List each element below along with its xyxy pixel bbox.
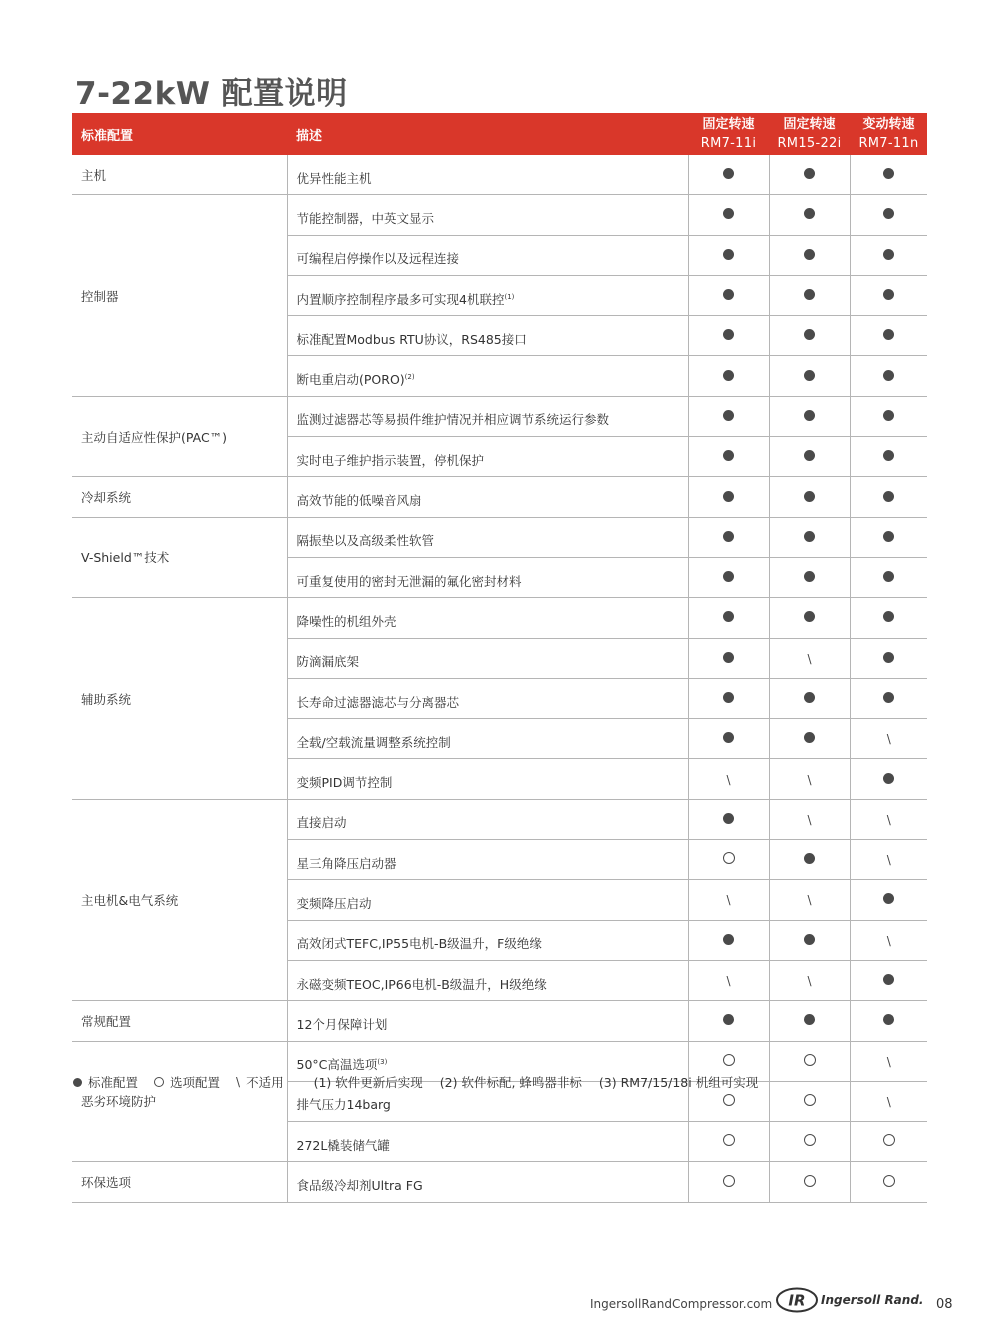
row-description bbox=[287, 1122, 688, 1162]
availability-cell bbox=[769, 799, 850, 839]
legend-na-label: 不适用 bbox=[246, 1075, 284, 1090]
backslash-icon: \ bbox=[807, 772, 812, 787]
open-circle-icon bbox=[723, 1094, 735, 1106]
availability-cell bbox=[769, 356, 850, 396]
filled-circle-icon bbox=[723, 289, 734, 300]
availability-cell bbox=[688, 598, 769, 638]
filled-circle-icon bbox=[883, 692, 894, 703]
description-text: 高效节能的低噪音风扇 bbox=[296, 493, 422, 509]
filled-circle-icon bbox=[883, 571, 894, 582]
filled-circle-icon bbox=[723, 813, 734, 824]
group-label: 主机 bbox=[72, 155, 287, 195]
availability-cell bbox=[688, 880, 769, 920]
row-description bbox=[287, 678, 688, 718]
availability-cell bbox=[688, 396, 769, 436]
filled-circle-icon bbox=[883, 289, 894, 300]
backslash-icon: \ bbox=[726, 772, 731, 787]
description-text: 变频PID调节控制 bbox=[296, 775, 393, 791]
filled-circle-icon bbox=[804, 329, 815, 340]
row-description bbox=[287, 598, 688, 638]
svg-text:IR: IR bbox=[788, 1291, 806, 1310]
filled-circle-icon bbox=[723, 491, 734, 502]
legend-na bbox=[236, 1073, 284, 1091]
filled-circle-icon bbox=[723, 611, 734, 622]
filled-circle-icon bbox=[804, 531, 815, 542]
row-description bbox=[287, 1001, 688, 1041]
table-body bbox=[72, 155, 927, 1202]
backslash-icon: \ bbox=[886, 853, 891, 868]
availability-cell bbox=[688, 1162, 769, 1202]
table-row bbox=[72, 396, 927, 436]
availability-cell bbox=[688, 195, 769, 235]
row-description bbox=[287, 316, 688, 356]
availability-cell bbox=[769, 1001, 850, 1041]
description-text: 可重复使用的密封无泄漏的氟化密封材料 bbox=[296, 573, 522, 589]
availability-cell bbox=[850, 1081, 927, 1121]
description-text: 实时电子维护指示装置，停机保护 bbox=[296, 452, 485, 468]
description-text: 食品级冷却剂Ultra FG bbox=[296, 1178, 423, 1194]
table-row bbox=[72, 517, 927, 557]
group-label: 常规配置 bbox=[72, 1001, 287, 1041]
group-label: 辅助系统 bbox=[72, 598, 287, 799]
availability-cell bbox=[769, 840, 850, 880]
filled-circle-icon bbox=[883, 974, 894, 985]
description-text: 降噪性的机组外壳 bbox=[296, 613, 397, 629]
availability-cell bbox=[688, 316, 769, 356]
filled-circle-icon bbox=[723, 1014, 734, 1025]
availability-cell bbox=[769, 235, 850, 275]
description-text: 排气压力14barg bbox=[296, 1097, 391, 1113]
open-circle-icon bbox=[804, 1134, 816, 1146]
table-row bbox=[72, 1162, 927, 1202]
group-label: 环保选项 bbox=[72, 1162, 287, 1202]
description-text: 节能控制器，中英文显示 bbox=[296, 210, 435, 226]
row-description bbox=[287, 155, 688, 195]
open-circle-icon bbox=[723, 852, 735, 864]
availability-cell bbox=[769, 638, 850, 678]
open-circle-icon bbox=[804, 1094, 816, 1106]
legend-optional-label: 选项配置 bbox=[170, 1075, 221, 1090]
filled-circle-icon bbox=[883, 652, 894, 663]
availability-cell bbox=[688, 920, 769, 960]
header-model-3 bbox=[850, 113, 927, 155]
row-description bbox=[287, 799, 688, 839]
table-row bbox=[72, 1001, 927, 1041]
filled-circle-icon bbox=[804, 450, 815, 461]
availability-cell bbox=[769, 1041, 850, 1081]
group-label: V-Shield™技术 bbox=[72, 517, 287, 598]
availability-cell bbox=[688, 678, 769, 718]
model-name: RM7-11n bbox=[858, 136, 919, 151]
availability-cell bbox=[769, 759, 850, 799]
availability-cell bbox=[688, 1122, 769, 1162]
table-header-row bbox=[72, 113, 927, 155]
header-model-2 bbox=[769, 113, 850, 155]
availability-cell bbox=[688, 356, 769, 396]
availability-cell bbox=[850, 920, 927, 960]
row-description bbox=[287, 195, 688, 235]
availability-cell bbox=[769, 1122, 850, 1162]
backslash-icon: \ bbox=[236, 1075, 241, 1089]
filled-circle-icon bbox=[883, 410, 894, 421]
availability-cell bbox=[688, 155, 769, 195]
row-description bbox=[287, 517, 688, 557]
filled-circle-icon bbox=[723, 531, 734, 542]
availability-cell bbox=[769, 678, 850, 718]
table-row bbox=[72, 477, 927, 517]
page-title: 7-22kW 配置说明 bbox=[75, 76, 348, 112]
backslash-icon: \ bbox=[807, 893, 812, 908]
open-circle-icon bbox=[723, 1175, 735, 1187]
header-group: 标准配置 bbox=[72, 113, 287, 155]
filled-circle-icon bbox=[883, 1014, 894, 1025]
table-row bbox=[72, 598, 927, 638]
filled-circle-icon bbox=[883, 491, 894, 502]
description-text: 长寿命过滤器滤芯与分离器芯 bbox=[296, 694, 460, 710]
open-circle-icon bbox=[883, 1175, 895, 1187]
availability-cell bbox=[688, 557, 769, 597]
availability-cell bbox=[850, 678, 927, 718]
availability-cell bbox=[769, 316, 850, 356]
row-description bbox=[287, 356, 688, 396]
filled-circle-icon bbox=[804, 370, 815, 381]
backslash-icon: \ bbox=[886, 1054, 891, 1069]
availability-cell bbox=[850, 195, 927, 235]
table-row bbox=[72, 799, 927, 839]
availability-cell bbox=[769, 477, 850, 517]
group-label: 冷却系统 bbox=[72, 477, 287, 517]
availability-cell bbox=[688, 638, 769, 678]
availability-cell bbox=[850, 638, 927, 678]
availability-cell bbox=[688, 517, 769, 557]
description-text: 优异性能主机 bbox=[296, 170, 372, 186]
row-description bbox=[287, 557, 688, 597]
page-number: 08 bbox=[936, 1297, 953, 1312]
open-circle-icon bbox=[723, 1134, 735, 1146]
filled-circle-icon bbox=[723, 249, 734, 260]
table-row bbox=[72, 155, 927, 195]
filled-circle-icon bbox=[723, 168, 734, 179]
legend bbox=[73, 1073, 775, 1091]
open-circle-icon bbox=[723, 1054, 735, 1066]
backslash-icon: \ bbox=[886, 1094, 891, 1109]
description-text: 监测过滤器芯等易损件维护情况并相应调节系统运行参数 bbox=[296, 412, 610, 428]
availability-cell bbox=[769, 1162, 850, 1202]
description-text: 永磁变频TEOC,IP66电机-B级温升，H级绝缘 bbox=[296, 976, 547, 992]
availability-cell bbox=[850, 840, 927, 880]
row-description bbox=[287, 275, 688, 315]
filled-circle-icon bbox=[804, 611, 815, 622]
availability-cell bbox=[850, 759, 927, 799]
footnote-marker: (3) bbox=[377, 1058, 388, 1067]
availability-cell bbox=[688, 960, 769, 1000]
availability-cell bbox=[769, 1081, 850, 1121]
availability-cell bbox=[688, 799, 769, 839]
legend-note-3: (3) RM7/15/18i 机组可实现 bbox=[598, 1075, 759, 1090]
header-model-1 bbox=[688, 113, 769, 155]
description-text: 272L橇装储气罐 bbox=[296, 1137, 390, 1153]
legend-standard bbox=[73, 1073, 138, 1091]
availability-cell bbox=[850, 1041, 927, 1081]
availability-cell bbox=[850, 316, 927, 356]
description-text: 内置顺序控制程序最多可实现4机联控 bbox=[296, 291, 505, 307]
model-name: RM7-11i bbox=[700, 136, 757, 151]
availability-cell bbox=[850, 880, 927, 920]
availability-cell bbox=[850, 155, 927, 195]
availability-cell bbox=[850, 275, 927, 315]
availability-cell bbox=[850, 477, 927, 517]
filled-circle-icon bbox=[883, 893, 894, 904]
backslash-icon: \ bbox=[886, 732, 891, 747]
configuration-table bbox=[72, 113, 927, 1203]
row-description bbox=[287, 840, 688, 880]
legend-note-1: (1) 软件更新后实现 bbox=[313, 1075, 423, 1090]
filled-circle-icon bbox=[883, 329, 894, 340]
availability-cell bbox=[688, 477, 769, 517]
availability-cell bbox=[769, 155, 850, 195]
filled-circle-icon bbox=[804, 934, 815, 945]
description-text: 全载/空载流量调整系统控制 bbox=[296, 734, 451, 750]
filled-circle-icon bbox=[723, 208, 734, 219]
row-description bbox=[287, 396, 688, 436]
filled-circle-icon bbox=[804, 168, 815, 179]
legend-note-2: (2) 软件标配, 蜂鸣器非标 bbox=[439, 1075, 582, 1090]
legend-standard-label: 标准配置 bbox=[88, 1075, 139, 1090]
open-circle-icon bbox=[804, 1175, 816, 1187]
filled-circle-icon bbox=[804, 208, 815, 219]
filled-circle-icon bbox=[883, 208, 894, 219]
availability-cell bbox=[850, 960, 927, 1000]
description-text: 高效闭式TEFC,IP55电机-B级温升，F级绝缘 bbox=[296, 936, 542, 952]
header-desc: 描述 bbox=[287, 113, 688, 155]
description-text: 50°C高温选项 bbox=[296, 1057, 378, 1073]
filled-circle-icon bbox=[723, 732, 734, 743]
availability-cell bbox=[688, 275, 769, 315]
filled-circle-icon bbox=[723, 692, 734, 703]
row-description bbox=[287, 437, 688, 477]
availability-cell bbox=[850, 396, 927, 436]
availability-cell bbox=[850, 517, 927, 557]
filled-circle-icon bbox=[804, 410, 815, 421]
backslash-icon: \ bbox=[807, 974, 812, 989]
description-text: 隔振垫以及高级柔性软管 bbox=[296, 533, 435, 549]
filled-circle-icon bbox=[883, 168, 894, 179]
description-text: 断电重启动(PORO) bbox=[296, 372, 405, 388]
row-description bbox=[287, 880, 688, 920]
filled-circle-icon bbox=[804, 571, 815, 582]
filled-circle-icon bbox=[723, 450, 734, 461]
filled-circle-icon bbox=[723, 329, 734, 340]
row-description bbox=[287, 477, 688, 517]
row-description bbox=[287, 638, 688, 678]
filled-circle-icon bbox=[883, 611, 894, 622]
availability-cell bbox=[769, 557, 850, 597]
filled-circle-icon bbox=[73, 1078, 82, 1087]
row-description bbox=[287, 1162, 688, 1202]
availability-cell bbox=[850, 719, 927, 759]
availability-cell bbox=[850, 437, 927, 477]
availability-cell bbox=[688, 437, 769, 477]
availability-cell bbox=[769, 195, 850, 235]
filled-circle-icon bbox=[804, 1014, 815, 1025]
open-circle-icon bbox=[804, 1054, 816, 1066]
filled-circle-icon bbox=[804, 692, 815, 703]
model-name: RM15-22i bbox=[777, 136, 842, 151]
description-text: 可编程启停操作以及远程连接 bbox=[296, 251, 460, 267]
group-label: 主电机&电气系统 bbox=[72, 799, 287, 1000]
filled-circle-icon bbox=[883, 773, 894, 784]
description-text: 直接启动 bbox=[296, 815, 347, 831]
filled-circle-icon bbox=[723, 652, 734, 663]
backslash-icon: \ bbox=[807, 812, 812, 827]
footer-url[interactable]: IngersollRandCompressor.com bbox=[590, 1297, 773, 1311]
open-circle-icon bbox=[883, 1134, 895, 1146]
availability-cell bbox=[688, 1001, 769, 1041]
filled-circle-icon bbox=[883, 531, 894, 542]
model-type: 变动转速 bbox=[862, 117, 915, 132]
availability-cell bbox=[769, 396, 850, 436]
filled-circle-icon bbox=[883, 370, 894, 381]
filled-circle-icon bbox=[804, 249, 815, 260]
row-description bbox=[287, 960, 688, 1000]
row-description bbox=[287, 920, 688, 960]
model-type: 固定转速 bbox=[702, 117, 755, 132]
logo-text: Ingersoll Rand. bbox=[821, 1293, 924, 1307]
legend-optional bbox=[154, 1073, 220, 1091]
availability-cell bbox=[850, 1162, 927, 1202]
footnote-marker: (2) bbox=[404, 372, 415, 381]
filled-circle-icon bbox=[804, 491, 815, 502]
availability-cell bbox=[688, 759, 769, 799]
description-text: 12个月保障计划 bbox=[296, 1016, 388, 1032]
filled-circle-icon bbox=[723, 410, 734, 421]
table-row bbox=[72, 195, 927, 235]
filled-circle-icon bbox=[804, 289, 815, 300]
ir-logo-icon bbox=[776, 1287, 818, 1313]
company-logo bbox=[776, 1287, 923, 1313]
group-label: 主动自适应性保护(PAC™) bbox=[72, 396, 287, 477]
filled-circle-icon bbox=[723, 934, 734, 945]
filled-circle-icon bbox=[723, 571, 734, 582]
row-description bbox=[287, 719, 688, 759]
availability-cell bbox=[850, 799, 927, 839]
description-text: 变频降压启动 bbox=[296, 895, 372, 911]
availability-cell bbox=[850, 356, 927, 396]
availability-cell bbox=[769, 719, 850, 759]
footnote-marker: (1) bbox=[504, 292, 515, 301]
availability-cell bbox=[688, 840, 769, 880]
availability-cell bbox=[769, 960, 850, 1000]
backslash-icon: \ bbox=[726, 893, 731, 908]
filled-circle-icon bbox=[723, 370, 734, 381]
availability-cell bbox=[769, 598, 850, 638]
availability-cell bbox=[769, 880, 850, 920]
backslash-icon: \ bbox=[807, 651, 812, 666]
backslash-icon: \ bbox=[886, 933, 891, 948]
model-type: 固定转速 bbox=[783, 117, 836, 132]
filled-circle-icon bbox=[804, 732, 815, 743]
open-circle-icon bbox=[154, 1077, 164, 1087]
row-description bbox=[287, 759, 688, 799]
backslash-icon: \ bbox=[886, 812, 891, 827]
availability-cell bbox=[850, 1001, 927, 1041]
availability-cell bbox=[850, 598, 927, 638]
backslash-icon: \ bbox=[726, 974, 731, 989]
availability-cell bbox=[688, 235, 769, 275]
availability-cell bbox=[769, 920, 850, 960]
availability-cell bbox=[850, 1122, 927, 1162]
filled-circle-icon bbox=[883, 249, 894, 260]
row-description bbox=[287, 235, 688, 275]
availability-cell bbox=[850, 235, 927, 275]
availability-cell bbox=[850, 557, 927, 597]
group-label: 恶劣环境防护 bbox=[72, 1041, 287, 1162]
description-text: 标准配置Modbus RTU协议，RS485接口 bbox=[296, 331, 527, 347]
group-label: 控制器 bbox=[72, 195, 287, 396]
availability-cell bbox=[769, 275, 850, 315]
availability-cell bbox=[769, 437, 850, 477]
description-text: 防滴漏底架 bbox=[296, 654, 360, 670]
filled-circle-icon bbox=[883, 450, 894, 461]
availability-cell bbox=[688, 719, 769, 759]
description-text: 星三角降压启动器 bbox=[296, 855, 397, 871]
filled-circle-icon bbox=[804, 853, 815, 864]
availability-cell bbox=[769, 517, 850, 557]
